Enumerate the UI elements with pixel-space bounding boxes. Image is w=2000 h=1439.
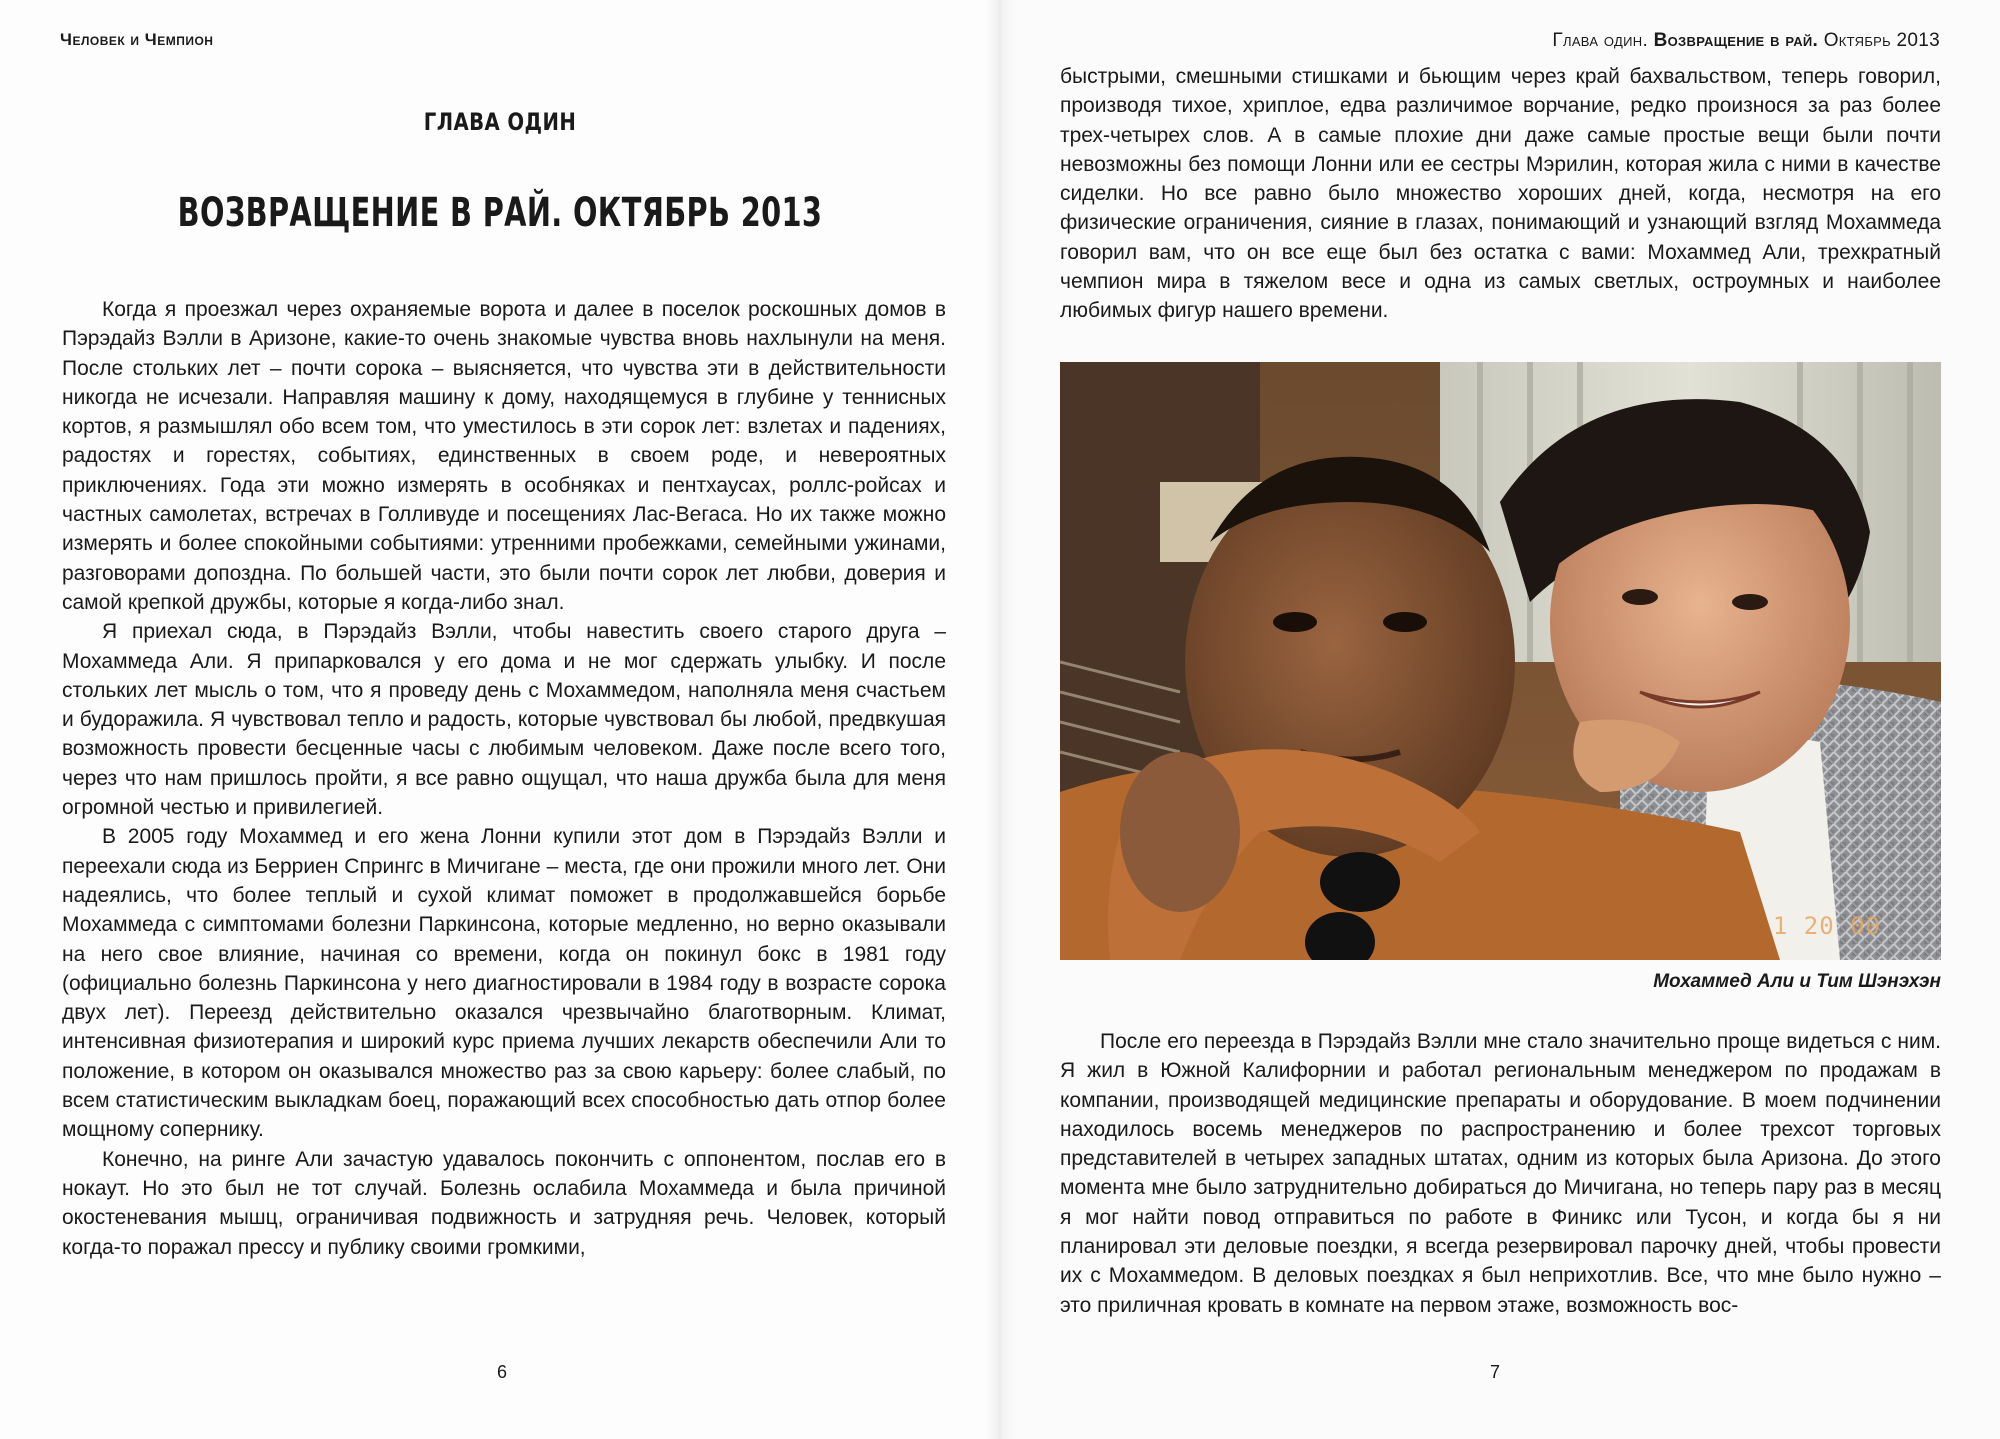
photo-ali-and-shanahan — [1060, 362, 1941, 960]
running-head-chapter: Глава один. — [1552, 30, 1649, 51]
left-body-text — [62, 295, 946, 1262]
page-number-left: 6 — [497, 1362, 508, 1382]
right-top-text — [1060, 62, 1941, 326]
running-head-left: Человек и Чемпион — [60, 30, 214, 49]
book-gutter — [985, 0, 1015, 1439]
paragraph: В 2005 году Мохаммед и его жена Лонни купили этот дом в Пэрэдайз Вэлли и переехали сюда из Берриен Спрингс в Мичигане – места, где они прожили много лет. Они надеялись, что более теплый и сухой климат поможет в продолжавшейся борьбе Мохаммеда с симптомами болезни Паркинсона, которые медленно, но верно оказывали на него свое влияние, начиная со времени, когда он покинул бокс в 1981 году (официально болезнь Паркинсона у него диагностировали в 1984 году в возрасте сорока двух лет). Переезд действительно оказался чрезвычайно благотворным. Климат, интенсивная физиотерапия и широкий курс приема лучших лекарств обеспечили Али то положение, в котором он оказывался множество раз за свою карьеру: более слабый, по всем статистическим выкладкам боец, поражающий всех способностью дать отпор более мощному сопернику. — [62, 825, 946, 1142]
paragraph: Я приехал сюда, в Пэрэдайз Вэлли, чтобы навестить своего старого друга – Мохаммеда Али. Я припарковался у его дома и не мог сдержать улыбку. И после стольких лет мысль о том, что я проведу день с Мохаммедом, наполняла меня счастьем и будоражила. Я чувствовал тепло и радость, которые чувствовал бы любой, предвкушая возможность провести бесценные часы с любимым человеком. Даже после всего того, через что нам пришлось пройти, я все равно ощущал, что наша дружба была для меня огромной честью и привилегией. — [62, 620, 946, 820]
running-head-title: Возвращение в рай. — [1653, 30, 1819, 51]
paragraph: Когда я проезжал через охраняемые ворота и далее в поселок роскошных домов в Пэрэдайз Вэлли в Аризоне, какие-то очень знакомые чувства вновь нахлынули на меня. После стольких лет – почти сорока – выясняется, что чувства эти в действительности никогда не исчезали. Направляя машину к дому, находящемуся в глубине у теннисных кортов, я размышлял обо всем том, что уместилось в эти сорок лет: взлетах и падениях, радостях и горестях, событиях, единственных в своем роде, и невероятных приключениях. Года эти можно измерять в особняках и пентхаусах, роллс-ройсах и частных самолетах, встречах в Голливуде и посещениях Лас-Вегаса. Но их также можно измерять и более спокойными событиями: утренними пробежками, семейными ужинами, разговорами допоздна. По большей части, это были почти сорок лет любви, доверия и самой крепкой дружбы, которые я когда-либо знал. — [62, 298, 946, 614]
running-head-date: Октябрь 2013 — [1823, 30, 1940, 51]
photo-illustration — [1060, 362, 1941, 960]
chapter-label: ГЛАВА ОДИН — [423, 108, 577, 136]
paragraph: быстрыми, смешными стишками и бьющим через край бахвальством, теперь говорил, производя тихое, хриплое, едва различимое ворчание, редко произнося за раз более трех-четырех слов. А в самые плохие дни даже самые простые вещи были почти невозможны без помощи Лонни или ее сестры Мэрилин, которая жила с ними в качестве сиделки. Но все равно было множество хороших дней, когда, несмотря на его физические ограничения, сияние в глазах, понимающий и узнающий взгляд Мохаммеда говорил вам, что он все еще был без остатка с вами: Мохаммед Али, трехкратный чемпион мира в тяжелом весе и одна из самых светлых, остроумных и наиболее любимых фигур нашего времени. — [1060, 65, 1941, 323]
paragraph: Конечно, на ринге Али зачастую удавалось покончить с оппонентом, послав его в нокаут. Но это был не тот случай. Болезнь ослабила Мохаммеда и была причиной окостеневания мышц, ограничивая подвижность и затрудняя речь. Человек, который когда-то поражал прессу и публику своими громкими, — [62, 1147, 946, 1259]
right-bottom-text — [1060, 1027, 1941, 1320]
paragraph: После его переезда в Пэрэдайз Вэлли мне стало значительно проще видеться с ним. Я жил в Южной Калифорнии и работал региональным менеджером по продажам в компании, производящей медицинские препараты и оборудование. В моем подчинении находилось восемь менеджеров по распространению и более трехсот торговых представителей в четырех западных штатах, одним из которых была Аризона. До этого момента мне было затруднительно добираться до Мичигана, но теперь пару раз в месяц я мог найти повод отправиться по работе в Финикс или Тусон, и когда бы я ни планировал эти деловые поездки, я всегда резервировал парочку дней, чтобы провести их с Мохаммедом. В деловых поездках я был неприхотлив. Все, что мне было нужно – это приличная кровать в комнате на первом этаже, возможность вос- — [1060, 1030, 1941, 1317]
chapter-title: ВОЗВРАЩЕНИЕ В РАЙ. ОКТЯБРЬ 2013 — [177, 190, 823, 236]
photo-caption: Мохаммед Али и Тим Шэнэхэн — [1653, 971, 1941, 992]
right-page — [1000, 0, 2000, 1439]
photo-date-stamp: 1 20 00 — [1772, 912, 1881, 940]
running-head-right — [1552, 30, 1940, 52]
page-number-right: 7 — [1490, 1362, 1501, 1382]
